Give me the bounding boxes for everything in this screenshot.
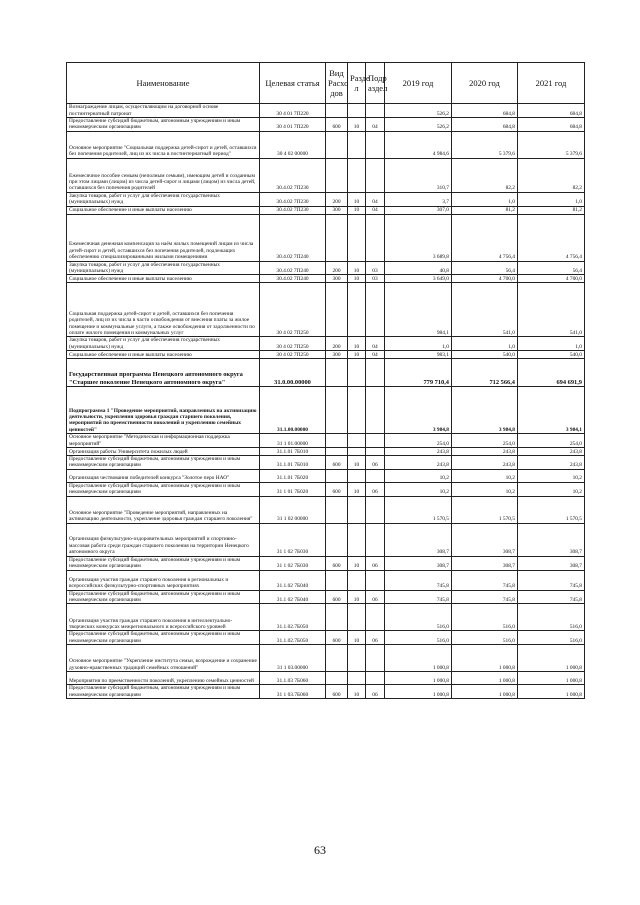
cell-podrazdel — [366, 570, 385, 590]
cell-target: 31 1 01.00000 — [260, 434, 326, 448]
cell-vid: 300 — [326, 275, 348, 283]
cell-name: Ежемесячная денежная компенсация за наём жилых помещений лицам из числа детей-сирот и детей, оставшихся без попечения родителей, подлежащих обеспечению специализированными жилыми помещениями — [67, 214, 260, 261]
cell-2019: 1 000,8 — [385, 645, 452, 672]
cell-podrazdel: 06 — [366, 685, 385, 699]
cell-name: Организация участия граждан старшего поколения в интеллектуально-творческих конкурсах межрегионального и всероссийского уровней — [67, 604, 260, 631]
cell-2020: 745,8 — [452, 590, 518, 604]
cell-vid: 200 — [326, 261, 348, 275]
cell-target: 30.4.02 7П230 — [260, 158, 326, 192]
cell-2021: 1 000,8 — [518, 672, 585, 685]
table-body — [67, 104, 585, 699]
budget-table-sheet — [66, 62, 584, 699]
cell-2021: 4 700,0 — [518, 275, 585, 283]
cell-vid — [326, 104, 348, 118]
cell-podrazdel: 03 — [366, 275, 385, 283]
cell-razdel: 10 — [348, 556, 366, 570]
cell-name: Предоставление субсидий бюджетным, автономным учреждениям и иным некоммерческим организациям — [67, 456, 260, 470]
cell-target: 31 1 03.00000 — [260, 645, 326, 672]
cell-2019: 745,8 — [385, 590, 452, 604]
cell-2019: 526,2 — [385, 118, 452, 132]
cell-razdel — [348, 434, 366, 448]
cell-razdel: 10 — [348, 482, 366, 496]
cell-2020: 254,0 — [452, 434, 518, 448]
header-2019: 2019 год — [385, 63, 452, 104]
cell-2021: 56,4 — [518, 261, 585, 275]
cell-2019: 308,7 — [385, 523, 452, 556]
cell-2021: 694 691,9 — [518, 359, 585, 387]
cell-target: 30 4 02 7П250 — [260, 337, 326, 351]
cell-2021: 745,8 — [518, 570, 585, 590]
cell-vid — [326, 469, 348, 482]
cell-podrazdel — [366, 645, 385, 672]
cell-razdel — [348, 359, 366, 387]
cell-name: Организация физкультурно-оздоровительных мероприятий и спортивно-массовая работа среди граждан старшего поколения на территории Ненецкого автономного округа — [67, 523, 260, 556]
cell-2020: 3 984,8 — [452, 387, 518, 434]
cell-podrazdel — [366, 672, 385, 685]
cell-2019: 516,0 — [385, 604, 452, 631]
table-header-row — [67, 63, 585, 104]
cell-2019: 1 000,8 — [385, 685, 452, 699]
cell-podrazdel: 06 — [366, 590, 385, 604]
cell-name: Организация участия граждан старшего поколения в региональных и всероссийских физкультурно-спортивных мероприятиях — [67, 570, 260, 590]
cell-podrazdel — [366, 283, 385, 337]
cell-podrazdel: 06 — [366, 482, 385, 496]
cell-2020: 541,0 — [452, 283, 518, 337]
cell-podrazdel — [366, 131, 385, 158]
cell-2020: 1,0 — [452, 337, 518, 351]
cell-vid — [326, 131, 348, 158]
cell-target: 31.1.03 7Б060 — [260, 672, 326, 685]
cell-2020: 1,0 — [452, 192, 518, 206]
cell-2020: 684,8 — [452, 118, 518, 132]
cell-2020: 1 000,8 — [452, 685, 518, 699]
cell-razdel — [348, 469, 366, 482]
table-row — [67, 645, 585, 672]
cell-vid — [326, 496, 348, 523]
budget-table — [66, 62, 585, 699]
cell-razdel — [348, 448, 366, 456]
cell-razdel — [348, 672, 366, 685]
header-podrazdel: Подр аздел — [366, 63, 385, 104]
cell-2020: 81,2 — [452, 206, 518, 214]
cell-2020: 1 000,8 — [452, 645, 518, 672]
cell-razdel: 10 — [348, 590, 366, 604]
table-row — [67, 434, 585, 448]
cell-name: Социальное обеспечение и иные выплаты населению — [67, 275, 260, 283]
cell-2019: 243,8 — [385, 448, 452, 456]
cell-vid — [326, 523, 348, 556]
cell-2019: 779 710,4 — [385, 359, 452, 387]
table-row — [67, 523, 585, 556]
cell-podrazdel — [366, 214, 385, 261]
cell-razdel — [348, 283, 366, 337]
table-row — [67, 275, 585, 283]
cell-2020: 10,2 — [452, 482, 518, 496]
table-row — [67, 469, 585, 482]
cell-razdel: 10 — [348, 685, 366, 699]
cell-target: 30 4 02 7П250 — [260, 351, 326, 359]
cell-2021: 10,2 — [518, 482, 585, 496]
cell-podrazdel: 04 — [366, 206, 385, 214]
table-row — [67, 590, 585, 604]
table-row — [67, 351, 585, 359]
cell-2020: 308,7 — [452, 556, 518, 570]
cell-2019: 254,0 — [385, 434, 452, 448]
cell-razdel: 10 — [348, 275, 366, 283]
cell-podrazdel — [366, 496, 385, 523]
cell-target: 31 1 02 7Б030 — [260, 523, 326, 556]
cell-2020: 308,7 — [452, 523, 518, 556]
cell-razdel — [348, 645, 366, 672]
cell-target: 30.4.02 7П240 — [260, 261, 326, 275]
cell-target: 31 1 02 7Б030 — [260, 556, 326, 570]
cell-name: Основное мероприятие "Проведение мероприятий, направленных на активизацию деятельности, укрепление здоровья граждан старшего поколения" — [67, 496, 260, 523]
cell-2019: 40,8 — [385, 261, 452, 275]
cell-2021: 1 000,8 — [518, 645, 585, 672]
table-row — [67, 283, 585, 337]
cell-vid: 600 — [326, 482, 348, 496]
cell-razdel — [348, 158, 366, 192]
cell-vid — [326, 570, 348, 590]
cell-2019: 4 984,6 — [385, 131, 452, 158]
cell-podrazdel — [366, 448, 385, 456]
cell-2021: 308,7 — [518, 523, 585, 556]
cell-vid: 300 — [326, 351, 348, 359]
cell-2020: 10,2 — [452, 469, 518, 482]
cell-target: 31.1.02.7Б050 — [260, 604, 326, 631]
cell-name: Организация чествования победителей конкурса "Золотое перо НАО" — [67, 469, 260, 482]
cell-2021: 5 379,6 — [518, 131, 585, 158]
cell-2019: 1 570,5 — [385, 496, 452, 523]
cell-razdel: 10 — [348, 206, 366, 214]
cell-razdel — [348, 604, 366, 631]
cell-target: 30.4.02 7П240 — [260, 275, 326, 283]
table-row — [67, 456, 585, 470]
cell-razdel — [348, 496, 366, 523]
cell-podrazdel: 06 — [366, 556, 385, 570]
cell-2019: 516,0 — [385, 631, 452, 645]
table-row — [67, 672, 585, 685]
cell-podrazdel: 06 — [366, 456, 385, 470]
cell-2019: 745,8 — [385, 570, 452, 590]
cell-vid — [326, 672, 348, 685]
cell-vid: 600 — [326, 118, 348, 132]
cell-vid — [326, 645, 348, 672]
cell-2020: 1 570,5 — [452, 496, 518, 523]
table-row — [67, 685, 585, 699]
cell-name: Основное мероприятие "Укрепление института семьи, возрождение и сохранение духовно-нравственных традиций семейных отношений" — [67, 645, 260, 672]
cell-name: Ежемесячное пособие семьям (неполным семьям), имеющим детей и созданным при этом лицами (лицом) из числа детей-сирот и лицами (лицом) из числа детей, оставшихся без попечения родителей — [67, 158, 260, 192]
table-row — [67, 496, 585, 523]
table-row — [67, 192, 585, 206]
table-row — [67, 604, 585, 631]
cell-name: Предоставление субсидий бюджетным, автономным учреждениям и иным некоммерческим организациям — [67, 685, 260, 699]
cell-name: Вознаграждение лицам, осуществляющим на договорной основе постинтернатный патронат — [67, 104, 260, 118]
cell-vid — [326, 434, 348, 448]
cell-podrazdel — [366, 158, 385, 192]
table-row — [67, 387, 585, 434]
cell-target: 30 4 02 00000 — [260, 131, 326, 158]
cell-2021: 243,8 — [518, 456, 585, 470]
page-number: 63 — [314, 843, 326, 857]
cell-2021: 745,8 — [518, 590, 585, 604]
cell-vid — [326, 158, 348, 192]
cell-name: Государственная программа Ненецкого автономного округа "Старшее поколение Ненецкого автономного округа" — [67, 359, 260, 387]
cell-podrazdel: 04 — [366, 337, 385, 351]
cell-vid — [326, 448, 348, 456]
cell-target: 31.1.02.7Б050 — [260, 631, 326, 645]
cell-2021: 684,8 — [518, 104, 585, 118]
cell-podrazdel — [366, 359, 385, 387]
cell-2021: 1,0 — [518, 337, 585, 351]
table-row — [67, 158, 585, 192]
cell-podrazdel: 04 — [366, 118, 385, 132]
cell-2019: 10,2 — [385, 469, 452, 482]
cell-vid: 600 — [326, 685, 348, 699]
header-razdel: Разде л — [348, 63, 366, 104]
cell-vid: 600 — [326, 456, 348, 470]
cell-2020: 516,0 — [452, 631, 518, 645]
cell-razdel — [348, 387, 366, 434]
cell-2019: 10,2 — [385, 482, 452, 496]
cell-name: Подпрограмма 1 "Проведение мероприятий, направленных на активизацию деятельности, укрепления здоровья граждан старшего поколения, мероприятий по преемственности поколений и укреплению семейных ценностей" — [67, 387, 260, 434]
cell-name: Предоставление субсидий бюджетным, автономным учреждениям и иным некоммерческим организациям — [67, 631, 260, 645]
cell-vid — [326, 604, 348, 631]
cell-2019: 1 000,8 — [385, 672, 452, 685]
cell-razdel — [348, 131, 366, 158]
cell-vid: 600 — [326, 590, 348, 604]
cell-2020: 4 700,0 — [452, 275, 518, 283]
cell-2021: 81,2 — [518, 206, 585, 214]
cell-2019: 243,8 — [385, 456, 452, 470]
table-row — [67, 206, 585, 214]
cell-target: 31.1 02 7Б040 — [260, 590, 326, 604]
cell-target: 30 4 01 7П220 — [260, 104, 326, 118]
cell-target: 31.1.02 7Б040 — [260, 570, 326, 590]
cell-target: 31.1.01 7Б010 — [260, 456, 326, 470]
cell-2021: 254,0 — [518, 434, 585, 448]
cell-razdel: 10 — [348, 261, 366, 275]
cell-vid: 600 — [326, 631, 348, 645]
table-row — [67, 556, 585, 570]
cell-razdel: 10 — [348, 631, 366, 645]
cell-podrazdel — [366, 469, 385, 482]
cell-2021: 3 984,1 — [518, 387, 585, 434]
cell-name: Предоставление субсидий бюджетным, автономным учреждениям и иным некоммерческим организациям — [67, 590, 260, 604]
cell-name: Организация работы Университета пожилых людей — [67, 448, 260, 456]
cell-2019: 984,1 — [385, 283, 452, 337]
cell-2021: 308,7 — [518, 556, 585, 570]
table-row — [67, 118, 585, 132]
cell-2020: 56,4 — [452, 261, 518, 275]
cell-razdel: 10 — [348, 118, 366, 132]
cell-name: Предоставление субсидий бюджетным, автономным учреждениям и иным некоммерческим организациям — [67, 482, 260, 496]
cell-vid — [326, 214, 348, 261]
cell-2019: 3 689,8 — [385, 214, 452, 261]
cell-name: Основное мероприятие "Методическая и информационная поддержка мероприятий" — [67, 434, 260, 448]
cell-name: Закупка товаров, работ и услуг для обеспечения государственных (муниципальных) нужд — [67, 192, 260, 206]
cell-2021: 243,8 — [518, 448, 585, 456]
cell-name: Основное мероприятие "Социальная поддержка детей-сирот и детей, оставшихся без попечения родителей, лиц из их числа в постинтернатный период" — [67, 131, 260, 158]
cell-target: 30 4 02 7П250 — [260, 283, 326, 337]
header-2020: 2020 год — [452, 63, 518, 104]
table-row — [67, 570, 585, 590]
cell-2019: 3 649,0 — [385, 275, 452, 283]
header-name: Наименование — [67, 63, 260, 104]
cell-vid: 200 — [326, 337, 348, 351]
cell-podrazdel: 04 — [366, 351, 385, 359]
cell-vid — [326, 387, 348, 434]
cell-razdel: 10 — [348, 337, 366, 351]
cell-name: Закупка товаров, работ и услуг для обеспечения государственных (муниципальных) нужд — [67, 261, 260, 275]
table-row — [67, 131, 585, 158]
cell-2019: 3 984,8 — [385, 387, 452, 434]
cell-razdel — [348, 570, 366, 590]
cell-target: 30 4 01 7П220 — [260, 118, 326, 132]
cell-2020: 745,8 — [452, 570, 518, 590]
cell-podrazdel — [366, 387, 385, 434]
header-2021: 2021 год — [518, 63, 585, 104]
cell-2020: 82,2 — [452, 158, 518, 192]
table-row — [67, 359, 585, 387]
cell-vid: 600 — [326, 556, 348, 570]
cell-2021: 540,0 — [518, 351, 585, 359]
cell-2021: 1,0 — [518, 192, 585, 206]
table-row — [67, 104, 585, 118]
cell-2020: 540,0 — [452, 351, 518, 359]
cell-target: 31 1 01 7Б020 — [260, 482, 326, 496]
cell-vid — [326, 283, 348, 337]
cell-2021: 10,2 — [518, 469, 585, 482]
cell-razdel — [348, 104, 366, 118]
cell-2021: 541,0 — [518, 283, 585, 337]
cell-2019: 3,7 — [385, 192, 452, 206]
cell-2021: 516,0 — [518, 631, 585, 645]
cell-target: 31.1.00.00000 — [260, 387, 326, 434]
cell-name: Социальное обеспечение и иные выплаты населению — [67, 351, 260, 359]
cell-target: 31 1 03.7Б060 — [260, 685, 326, 699]
cell-2020: 5 379,6 — [452, 131, 518, 158]
cell-target: 31.1.01 7Б020 — [260, 469, 326, 482]
cell-2020: 712 566,4 — [452, 359, 518, 387]
cell-2019: 983,1 — [385, 351, 452, 359]
cell-name: Предоставление субсидий бюджетным, автономным учреждениям и иным некоммерческим организациям — [67, 118, 260, 132]
cell-2019: 307,0 — [385, 206, 452, 214]
cell-2020: 516,0 — [452, 604, 518, 631]
cell-2019: 526,2 — [385, 104, 452, 118]
header-vid: Вид Расхо дов — [326, 63, 348, 104]
cell-vid — [326, 359, 348, 387]
cell-2019: 1,0 — [385, 337, 452, 351]
cell-podrazdel: 03 — [366, 261, 385, 275]
table-row — [67, 631, 585, 645]
cell-name: Закупка товаров, работ и услуг для обеспечения государственных (муниципальных) нужд — [67, 337, 260, 351]
table-row — [67, 448, 585, 456]
header-target: Целевая статья — [260, 63, 326, 104]
cell-2021: 684,8 — [518, 118, 585, 132]
cell-razdel — [348, 214, 366, 261]
table-row — [67, 261, 585, 275]
cell-2020: 243,8 — [452, 456, 518, 470]
cell-podrazdel — [366, 604, 385, 631]
cell-podrazdel — [366, 523, 385, 556]
cell-podrazdel: 06 — [366, 631, 385, 645]
cell-podrazdel — [366, 434, 385, 448]
table-row — [67, 337, 585, 351]
cell-name: Мероприятия по преемственности поколений, укреплению семейных ценностей — [67, 672, 260, 685]
cell-target: 31.0.00.00000 — [260, 359, 326, 387]
cell-2021: 82,2 — [518, 158, 585, 192]
cell-razdel: 10 — [348, 192, 366, 206]
cell-2021: 4 756,4 — [518, 214, 585, 261]
cell-2019: 308,7 — [385, 556, 452, 570]
cell-podrazdel — [366, 104, 385, 118]
cell-2021: 516,0 — [518, 604, 585, 631]
table-row — [67, 214, 585, 261]
cell-2020: 4 756,4 — [452, 214, 518, 261]
cell-vid: 200 — [326, 192, 348, 206]
cell-2020: 1 000,8 — [452, 672, 518, 685]
table-row — [67, 482, 585, 496]
cell-razdel: 10 — [348, 351, 366, 359]
cell-2021: 1 000,8 — [518, 685, 585, 699]
cell-podrazdel: 04 — [366, 192, 385, 206]
cell-target: 30.4.02 7П230 — [260, 206, 326, 214]
cell-razdel — [348, 523, 366, 556]
cell-razdel: 10 — [348, 456, 366, 470]
cell-target: 30.4.02 7П240 — [260, 214, 326, 261]
cell-name: Социальная поддержка детей-сирот и детей, оставшихся без попечения родителей, лиц из их числа в части освобождения от внесения платы за жилое помещение и коммунальные услуги, а также освобождения от задолженности по оплате жилого помещения и коммунальных услуг — [67, 283, 260, 337]
cell-2019: 310,7 — [385, 158, 452, 192]
cell-target: 31.1.01 7Б010 — [260, 448, 326, 456]
cell-target: 30.4.02 7П230 — [260, 192, 326, 206]
cell-target: 31 1 02 00000 — [260, 496, 326, 523]
cell-vid: 300 — [326, 206, 348, 214]
cell-name: Предоставление субсидий бюджетным, автономным учреждениям и иным некоммерческим организациям — [67, 556, 260, 570]
cell-name: Социальное обеспечение и иные выплаты населению — [67, 206, 260, 214]
cell-2021: 1 570,5 — [518, 496, 585, 523]
cell-2020: 243,8 — [452, 448, 518, 456]
cell-2020: 684,8 — [452, 104, 518, 118]
